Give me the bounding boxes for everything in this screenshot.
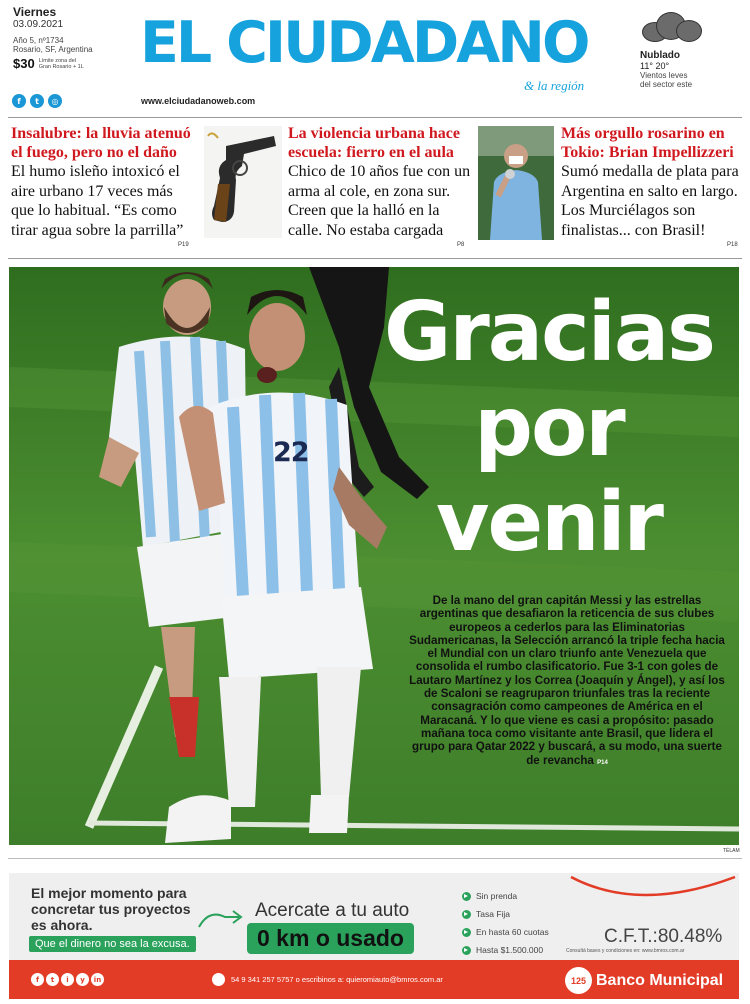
teaser-headline: Insalubre: la lluvia atenuó el fuego, pero no el daño — [11, 125, 191, 161]
ad-contact[interactable]: 54 9 341 257 5757 o escribinos a: quieromiauto@bmros.com.ar — [231, 975, 443, 984]
twitter-icon[interactable]: t — [30, 94, 44, 108]
weather-temps: 11° 20° — [640, 61, 670, 71]
bank-name[interactable]: Banco Municipal — [596, 972, 724, 989]
edition-number: Año 5, nº1734 — [13, 36, 64, 45]
ad-feature — [462, 923, 549, 941]
price-note: Límite zona del Gran Rosario + 1L — [38, 57, 84, 70]
ad-feature-label: Hasta $1.500.000 — [476, 945, 544, 955]
ad-feature-label: Tasa Fija — [476, 909, 511, 919]
bullet-icon — [462, 892, 471, 901]
phone-icon — [212, 973, 225, 986]
lede-text: De la mano del gran capitán Messi y las estrellas argentinas que desafiaron la reticencia de sus clubes europeos a cederlos para las Eliminatorias Sudamericanas, la Selección arrancó la triple fecha hacia el Mundial con un claro triunfo ante Venezuela que consolida el rumbo clasificatorio. Fue 3-1 con goles de Lautaro Martínez y los Correa (Joaquín y Ángel), y así los de Scaloni se reagruparon triunfales tras la reciente consagración como campeones de América en el Maracaná. Y lo que viene es casi a propósito: pasado mañana toca como visitante ante Brasil, que lidera el grupo para Qatar 2022 y buscará, a su modo, una suerte de revancha — [409, 594, 725, 767]
cover-lede — [408, 594, 726, 770]
twitter-icon[interactable]: t — [46, 973, 59, 986]
edition-city: Rosario, SF, Argentina — [13, 45, 93, 54]
bullet-icon — [462, 946, 471, 955]
cover-headline — [379, 285, 719, 570]
weather-box — [640, 12, 740, 89]
price: $30 — [13, 56, 35, 71]
ad-slogan: Que el dinero no sea la excusa. — [29, 936, 196, 952]
cover-story[interactable] — [9, 267, 739, 845]
page-reference: P14 — [597, 759, 608, 766]
edition-info — [13, 5, 133, 71]
ad-divider — [8, 858, 742, 859]
header-divider — [8, 117, 742, 118]
athlete-photo — [478, 126, 554, 240]
headline-line: por — [474, 380, 624, 475]
ad-headline-strong[interactable]: 0 km o usado — [247, 923, 414, 954]
instagram-icon[interactable]: ◎ — [48, 94, 62, 108]
ad-feature — [462, 887, 549, 905]
bank-advertisement[interactable] — [9, 873, 739, 999]
ad-feature — [462, 941, 549, 959]
price-row — [13, 56, 133, 71]
ad-cft: C.F.T.:80.48% — [604, 926, 723, 947]
weather-note-2: del sector este — [640, 80, 693, 89]
website-link[interactable]: www.elciudadanoweb.com — [141, 96, 256, 106]
page-reference: P8 — [457, 242, 465, 248]
ad-intro-line: El mejor momento para — [31, 885, 187, 901]
newspaper-logo[interactable]: EL CIUDADANO — [140, 10, 588, 76]
page-reference: P18 — [727, 242, 738, 248]
revolver-photo — [204, 126, 282, 238]
linkedin-icon[interactable]: in — [91, 973, 104, 986]
ad-social-links — [31, 973, 104, 986]
instagram-icon[interactable]: i — [61, 973, 74, 986]
ad-intro — [31, 885, 191, 933]
teaser-body: El humo isleño intoxicó el aire urbano 17 veces más que lo habitual. “Es como tirar agua sobre la parrilla” — [11, 163, 184, 239]
bank-logo-icon: 125 — [565, 967, 592, 994]
headline-line: venir — [436, 475, 662, 570]
teaser-headline: La violencia urbana hace escuela: fierro en el aula — [288, 125, 461, 161]
headline-line: Gracias — [384, 285, 714, 380]
photo-credit: TÉLAM — [723, 848, 740, 854]
logo-tagline: & la región — [524, 78, 585, 93]
weather-condition: Nublado — [640, 50, 680, 61]
weather-note-1: Vientos leves — [640, 71, 688, 80]
ad-intro-line: es ahora. — [31, 917, 93, 933]
teaser-body: Sumó medalla de plata para Argentina en salto en largo. Los Murciélagos son finalistas... con Brasil! — [561, 163, 739, 239]
youtube-icon[interactable]: y — [76, 973, 89, 986]
teasers-divider — [8, 258, 742, 259]
teaser-headline: Más orgullo rosarino en Tokio: Brian Impellizzeri — [561, 125, 734, 161]
decorative-curve — [569, 873, 739, 913]
edition-date: 03.09.2021 — [13, 19, 64, 30]
facebook-icon[interactable]: f — [31, 973, 44, 986]
page-reference: P19 — [178, 242, 189, 248]
bullet-icon — [462, 910, 471, 919]
teaser-smoke[interactable] — [11, 124, 199, 254]
teaser-body: Chico de 10 años fue con un arma al cole, en zona sur. Creen que la halló en la calle. No estaba cargada — [288, 163, 471, 239]
ad-feature-label: En hasta 60 cuotas — [476, 927, 549, 937]
ad-feature-label: Sin prenda — [476, 891, 518, 901]
ad-intro-line: concretar tus proyectos — [31, 901, 191, 917]
facebook-icon[interactable]: f — [12, 94, 26, 108]
ad-fine-print[interactable]: Consultá bases y condiciones en: www.bmros.com.ar — [566, 948, 685, 954]
jersey-number: 22 — [273, 437, 309, 468]
ad-features — [462, 887, 549, 959]
teaser-paralympics[interactable] — [561, 124, 743, 254]
cloud-icon — [642, 12, 704, 42]
social-links — [12, 94, 62, 108]
arrow-icon — [195, 905, 245, 933]
edition-day: Viernes — [13, 5, 57, 19]
teaser-weapon-school[interactable] — [288, 124, 473, 254]
ad-feature — [462, 905, 549, 923]
masthead — [0, 0, 750, 118]
ad-headline: Acercate a tu auto — [255, 900, 410, 921]
bullet-icon — [462, 928, 471, 937]
